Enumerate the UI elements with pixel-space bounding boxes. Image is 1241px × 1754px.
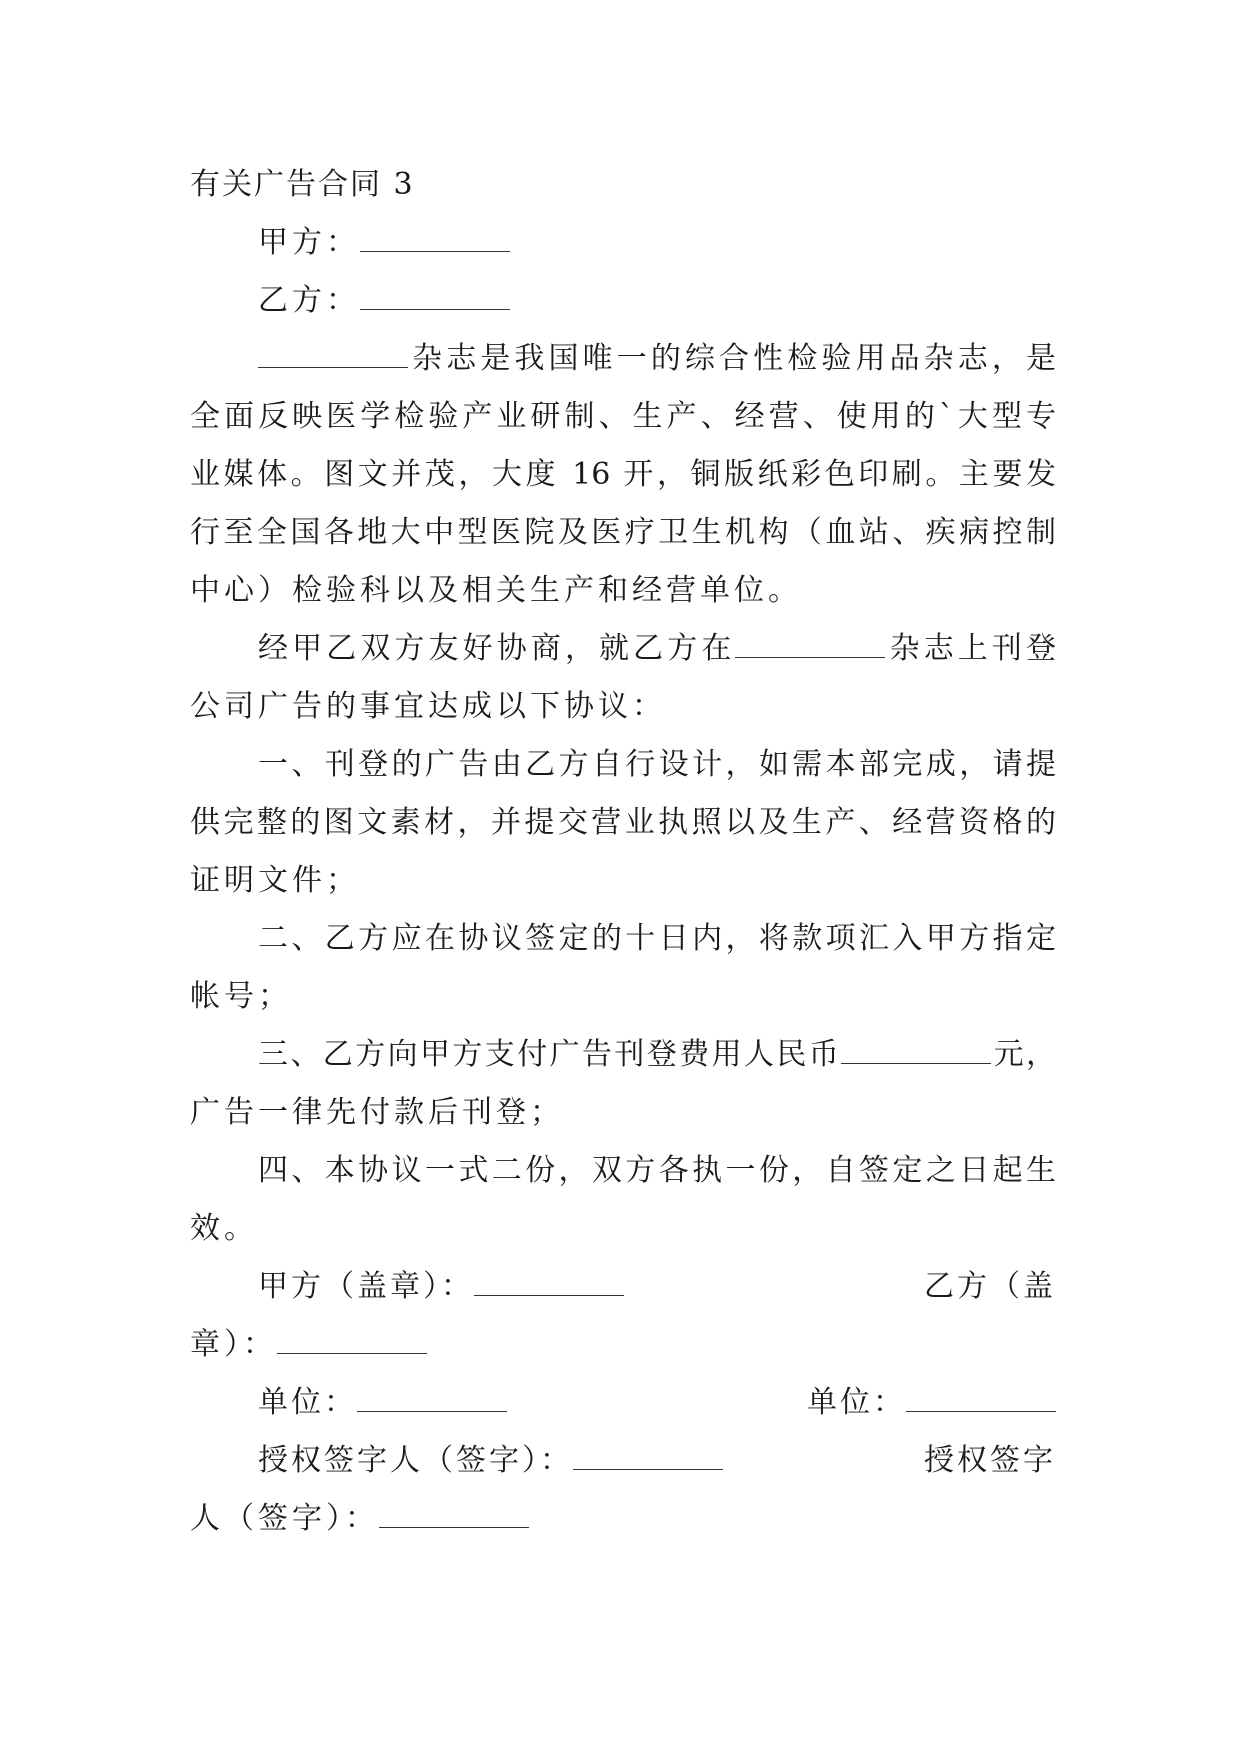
intro-line-3: 业媒体。图文并茂，大度 16 开，铜版纸彩色印刷。主要发: [190, 457, 1056, 492]
clause2-line-1: 二、乙方应在协议签定的十日内，将款项汇入甲方指定: [258, 921, 1056, 956]
seal-a-label: 甲方（盖章）：: [258, 1269, 474, 1304]
agreement-line-2: 公司广告的事宜达成以下协议：: [190, 689, 666, 724]
signer-b-label: 授权签字: [924, 1443, 1056, 1478]
unit-line: [190, 1374, 1056, 1432]
party-a-blank: [360, 227, 510, 252]
seal-a-blank: [474, 1271, 624, 1296]
intro-text-1: 杂志是我国唯一的综合性检验用品杂志，是: [408, 341, 1056, 376]
clause3-line-1: [190, 1026, 1056, 1084]
unit-b-blank: [906, 1387, 1056, 1412]
party-a-line: [190, 214, 1056, 272]
signer-a-label: 授权签字人（签字）：: [258, 1443, 573, 1478]
clause2-line-2: 帐号；: [190, 979, 292, 1014]
party-a-label: 甲方：: [258, 225, 360, 260]
agreement-line-1: [190, 620, 1056, 678]
signer-a: [258, 1432, 723, 1490]
seal-a: [258, 1258, 624, 1316]
intro-line-4: 行至全国各地大中型医院及医疗卫生机构（血站、疾病控制: [190, 515, 1056, 550]
agreement-text-b: 杂志上刊登: [885, 631, 1057, 666]
party-b-line: [190, 272, 1056, 330]
clause3-text-b: 元，: [991, 1037, 1057, 1072]
party-b-label: 乙方：: [258, 283, 360, 318]
clause1-line-3: 证明文件；: [190, 863, 360, 898]
party-b-blank: [360, 285, 510, 310]
clause1-line-2: 供完整的图文素材，并提交营业执照以及生产、经营资格的: [190, 805, 1056, 840]
seal-b-blank: [277, 1329, 427, 1354]
agreement-text-a: 经甲乙双方友好协商，就乙方在: [258, 631, 736, 666]
clause3-text-a: 三、乙方向甲方支付广告刊登费用人民币: [258, 1037, 842, 1072]
unit-a: [258, 1374, 507, 1432]
document-title: 有关广告合同 3: [190, 167, 415, 202]
unit-a-blank: [357, 1387, 507, 1412]
clause1-line-1: 一、刊登的广告由乙方自行设计，如需本部完成，请提: [258, 747, 1056, 782]
magazine-name-blank: [258, 343, 408, 368]
unit-b-label: 单位：: [807, 1385, 906, 1420]
unit-b: [807, 1374, 1056, 1432]
signer-b-blank: [379, 1503, 529, 1528]
seal-b-label: 乙方（盖: [924, 1269, 1056, 1304]
intro-line-5: 中心）检验科以及相关生产和经营单位。: [190, 573, 802, 608]
seal-b-label-cont: 章）：: [190, 1327, 277, 1362]
signer-line: [190, 1432, 1056, 1490]
unit-a-label: 单位：: [258, 1385, 357, 1420]
seal-line: [190, 1258, 1056, 1316]
clause4-line-1: 四、本协议一式二份，双方各执一份，自签定之日起生: [258, 1153, 1056, 1188]
contract-document: [190, 156, 1056, 1548]
fee-amount-blank: [841, 1039, 991, 1064]
signer-b-line: [190, 1490, 1056, 1548]
signer-b-label-cont: 人（签字）：: [190, 1501, 379, 1536]
intro-line-2: 全面反映医学检验产业研制、生产、经营、使用的`大型专: [190, 399, 1056, 434]
intro-line-1: [190, 330, 1056, 388]
signer-a-blank: [573, 1445, 723, 1470]
clause3-line-2: 广告一律先付款后刊登；: [190, 1095, 564, 1130]
agreement-magazine-blank: [735, 633, 885, 658]
seal-b-line: [190, 1316, 1056, 1374]
clause4-line-2: 效。: [190, 1211, 258, 1246]
